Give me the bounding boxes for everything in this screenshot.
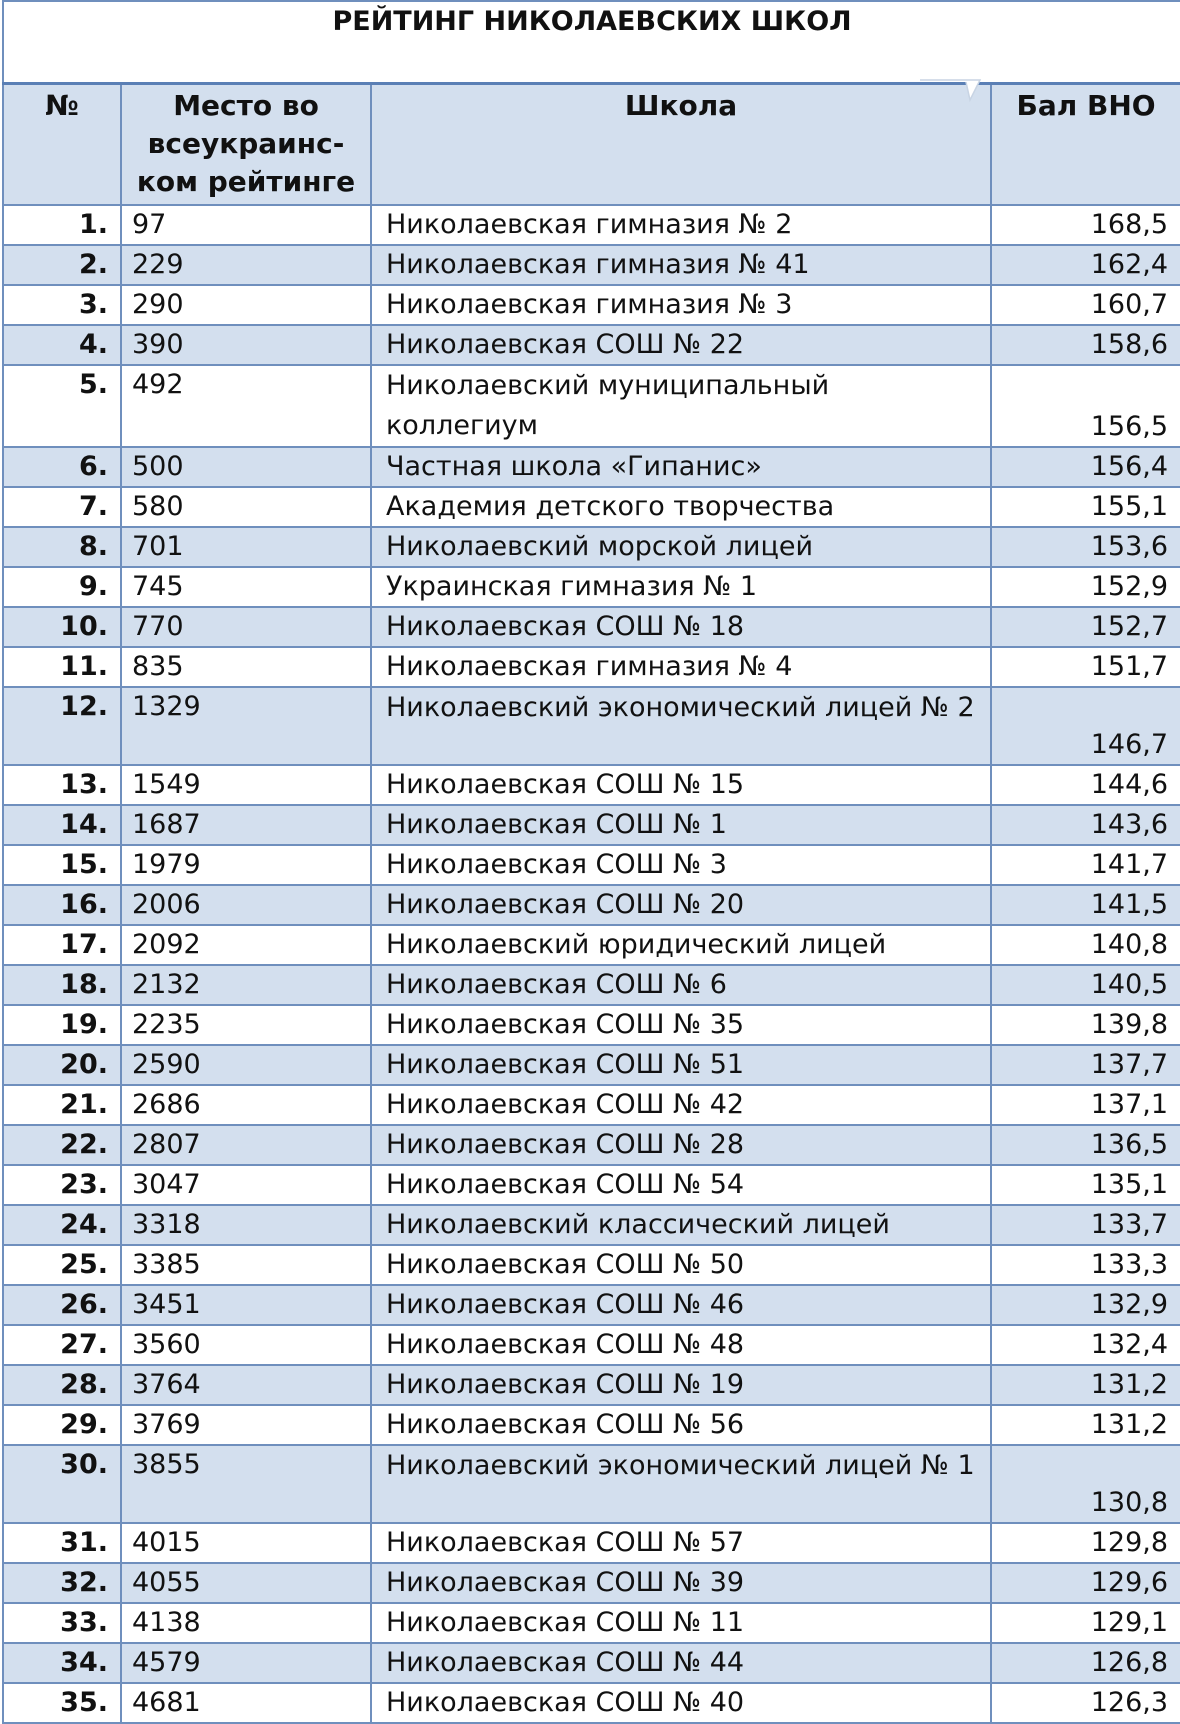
table-row [3, 325, 1180, 365]
row-school-name: Николаевская СОШ № 48 [371, 1325, 991, 1365]
row-number: 22. [3, 1125, 121, 1165]
header-row [3, 83, 1180, 205]
row-number: 33. [3, 1603, 121, 1643]
row-school-name: Николаевская СОШ № 22 [371, 325, 991, 365]
row-score: 141,7 [991, 845, 1180, 885]
table-row [3, 1643, 1180, 1683]
row-national-place: 2092 [121, 925, 371, 965]
table-row [3, 1523, 1180, 1563]
header-num: № [3, 83, 121, 205]
row-school-name: Николаевская СОШ № 18 [371, 607, 991, 647]
table-row [3, 1045, 1180, 1085]
table-row [3, 765, 1180, 805]
row-score: 160,7 [991, 285, 1180, 325]
row-score: 151,7 [991, 647, 1180, 687]
row-score: 132,4 [991, 1325, 1180, 1365]
row-national-place: 1979 [121, 845, 371, 885]
row-number: 15. [3, 845, 121, 885]
table-row [3, 365, 1180, 447]
row-national-place: 701 [121, 527, 371, 567]
row-number: 1. [3, 205, 121, 245]
row-score: 152,9 [991, 567, 1180, 607]
row-number: 3. [3, 285, 121, 325]
row-number: 21. [3, 1085, 121, 1125]
row-number: 6. [3, 447, 121, 487]
table-row [3, 1445, 1180, 1523]
table-row [3, 1285, 1180, 1325]
row-school-name: Николаевская СОШ № 46 [371, 1285, 991, 1325]
table-title: РЕЙТИНГ НИКОЛАЕВСКИХ ШКОЛ [3, 1, 1180, 83]
table-row [3, 885, 1180, 925]
row-score: 126,8 [991, 1643, 1180, 1683]
row-national-place: 229 [121, 245, 371, 285]
row-number: 25. [3, 1245, 121, 1285]
row-school-name: Николаевский экономический лицей № 1 [371, 1445, 991, 1523]
row-national-place: 390 [121, 325, 371, 365]
row-school-name: Николаевская СОШ № 40 [371, 1683, 991, 1723]
row-school-name: Украинская гимназия № 1 [371, 567, 991, 607]
row-number: 12. [3, 687, 121, 765]
row-number: 13. [3, 765, 121, 805]
table-row [3, 245, 1180, 285]
row-school-name: Николаевская СОШ № 28 [371, 1125, 991, 1165]
row-score: 129,1 [991, 1603, 1180, 1643]
row-score: 131,2 [991, 1405, 1180, 1445]
row-score: 131,2 [991, 1365, 1180, 1405]
row-school-name: Николаевская СОШ № 35 [371, 1005, 991, 1045]
row-number: 17. [3, 925, 121, 965]
row-score: 153,6 [991, 527, 1180, 567]
row-national-place: 4579 [121, 1643, 371, 1683]
row-school-name: Николаевская гимназия № 41 [371, 245, 991, 285]
row-number: 26. [3, 1285, 121, 1325]
row-number: 30. [3, 1445, 121, 1523]
table-row [3, 1125, 1180, 1165]
row-score: 140,8 [991, 925, 1180, 965]
row-school-name: Николаевский классический лицей [371, 1205, 991, 1245]
table-row [3, 845, 1180, 885]
table-row [3, 1683, 1180, 1723]
row-score: 137,1 [991, 1085, 1180, 1125]
row-number: 7. [3, 487, 121, 527]
row-school-name: Николаевская СОШ № 6 [371, 965, 991, 1005]
table-row [3, 1563, 1180, 1603]
row-national-place: 4681 [121, 1683, 371, 1723]
row-national-place: 1687 [121, 805, 371, 845]
row-school-name: Николаевская СОШ № 15 [371, 765, 991, 805]
row-number: 29. [3, 1405, 121, 1445]
row-score: 129,8 [991, 1523, 1180, 1563]
table-row [3, 205, 1180, 245]
row-national-place: 3451 [121, 1285, 371, 1325]
row-national-place: 1549 [121, 765, 371, 805]
table-row [3, 1205, 1180, 1245]
row-national-place: 3047 [121, 1165, 371, 1205]
row-score: 168,5 [991, 205, 1180, 245]
ranking-table [2, 0, 1180, 1724]
table-row [3, 1165, 1180, 1205]
table-row [3, 925, 1180, 965]
row-number: 10. [3, 607, 121, 647]
row-school-name: Николаевская СОШ № 44 [371, 1643, 991, 1683]
row-score: 126,3 [991, 1683, 1180, 1723]
row-national-place: 1329 [121, 687, 371, 765]
row-number: 5. [3, 365, 121, 447]
row-score: 156,5 [991, 365, 1180, 447]
row-school-name: Николаевский экономический лицей № 2 [371, 687, 991, 765]
row-national-place: 2807 [121, 1125, 371, 1165]
row-score: 136,5 [991, 1125, 1180, 1165]
table-row [3, 1405, 1180, 1445]
row-number: 16. [3, 885, 121, 925]
header-school: Школа [371, 83, 991, 205]
row-number: 35. [3, 1683, 121, 1723]
row-score: 133,7 [991, 1205, 1180, 1245]
row-school-name: Николаевская СОШ № 20 [371, 885, 991, 925]
row-national-place: 580 [121, 487, 371, 527]
table-row [3, 687, 1180, 765]
table-row [3, 607, 1180, 647]
table-row [3, 805, 1180, 845]
row-score: 143,6 [991, 805, 1180, 845]
row-number: 19. [3, 1005, 121, 1045]
row-score: 158,6 [991, 325, 1180, 365]
row-school-name: Николаевская СОШ № 57 [371, 1523, 991, 1563]
row-score: 141,5 [991, 885, 1180, 925]
row-number: 4. [3, 325, 121, 365]
row-national-place: 835 [121, 647, 371, 687]
table-row [3, 647, 1180, 687]
row-number: 28. [3, 1365, 121, 1405]
row-number: 24. [3, 1205, 121, 1245]
row-score: 146,7 [991, 687, 1180, 765]
table-row [3, 1245, 1180, 1285]
row-national-place: 3764 [121, 1365, 371, 1405]
row-school-name: Николаевская гимназия № 2 [371, 205, 991, 245]
row-school-name: Николаевская СОШ № 39 [371, 1563, 991, 1603]
row-national-place: 500 [121, 447, 371, 487]
row-score: 156,4 [991, 447, 1180, 487]
row-national-place: 3385 [121, 1245, 371, 1285]
row-score: 137,7 [991, 1045, 1180, 1085]
row-number: 2. [3, 245, 121, 285]
row-number: 9. [3, 567, 121, 607]
row-number: 32. [3, 1563, 121, 1603]
row-national-place: 3769 [121, 1405, 371, 1445]
row-national-place: 3318 [121, 1205, 371, 1245]
row-national-place: 97 [121, 205, 371, 245]
table-row [3, 1603, 1180, 1643]
row-school-name: Николаевская гимназия № 3 [371, 285, 991, 325]
row-school-name: Николаевская СОШ № 11 [371, 1603, 991, 1643]
row-national-place: 4015 [121, 1523, 371, 1563]
table-row [3, 447, 1180, 487]
row-school-name: Николаевская СОШ № 51 [371, 1045, 991, 1085]
row-number: 27. [3, 1325, 121, 1365]
row-national-place: 492 [121, 365, 371, 447]
row-number: 18. [3, 965, 121, 1005]
row-school-name: Частная школа «Гипанис» [371, 447, 991, 487]
row-score: 155,1 [991, 487, 1180, 527]
table-row [3, 487, 1180, 527]
row-national-place: 745 [121, 567, 371, 607]
row-score: 129,6 [991, 1563, 1180, 1603]
row-number: 34. [3, 1643, 121, 1683]
row-school-name: Николаевская СОШ № 3 [371, 845, 991, 885]
row-school-name: Николаевская СОШ № 1 [371, 805, 991, 845]
row-score: 140,5 [991, 965, 1180, 1005]
table-body [3, 205, 1180, 1723]
row-score: 135,1 [991, 1165, 1180, 1205]
table-row [3, 567, 1180, 607]
table-row [3, 1005, 1180, 1045]
title-row [3, 1, 1180, 83]
row-national-place: 2235 [121, 1005, 371, 1045]
row-school-name: Николаевский юридический лицей [371, 925, 991, 965]
row-score: 133,3 [991, 1245, 1180, 1285]
row-national-place: 3855 [121, 1445, 371, 1523]
row-school-name: Николаевская СОШ № 54 [371, 1165, 991, 1205]
row-number: 23. [3, 1165, 121, 1205]
row-school-name: Николаевский морской лицей [371, 527, 991, 567]
row-national-place: 3560 [121, 1325, 371, 1365]
row-score: 139,8 [991, 1005, 1180, 1045]
row-national-place: 4055 [121, 1563, 371, 1603]
row-school-name: Академия детского творчества [371, 487, 991, 527]
row-national-place: 290 [121, 285, 371, 325]
row-school-name: Николаевская СОШ № 56 [371, 1405, 991, 1445]
header-place: Место во всеукраинс-ком рейтинге [121, 83, 371, 205]
row-national-place: 2686 [121, 1085, 371, 1125]
row-school-name: Николаевская СОШ № 50 [371, 1245, 991, 1285]
row-school-name: Николаевский муниципальный коллегиум [371, 365, 991, 447]
row-score: 144,6 [991, 765, 1180, 805]
table-row [3, 1325, 1180, 1365]
row-score: 130,8 [991, 1445, 1180, 1523]
table-row [3, 965, 1180, 1005]
row-national-place: 4138 [121, 1603, 371, 1643]
row-score: 132,9 [991, 1285, 1180, 1325]
row-school-name: Николаевская гимназия № 4 [371, 647, 991, 687]
row-number: 31. [3, 1523, 121, 1563]
table-row [3, 1365, 1180, 1405]
row-number: 14. [3, 805, 121, 845]
row-number: 8. [3, 527, 121, 567]
row-national-place: 770 [121, 607, 371, 647]
table-row [3, 285, 1180, 325]
row-number: 11. [3, 647, 121, 687]
row-school-name: Николаевская СОШ № 19 [371, 1365, 991, 1405]
table-row [3, 527, 1180, 567]
table-row [3, 1085, 1180, 1125]
row-school-name: Николаевская СОШ № 42 [371, 1085, 991, 1125]
row-score: 162,4 [991, 245, 1180, 285]
row-national-place: 2132 [121, 965, 371, 1005]
row-national-place: 2006 [121, 885, 371, 925]
row-score: 152,7 [991, 607, 1180, 647]
row-national-place: 2590 [121, 1045, 371, 1085]
row-number: 20. [3, 1045, 121, 1085]
header-score: Бал ВНО [991, 83, 1180, 205]
